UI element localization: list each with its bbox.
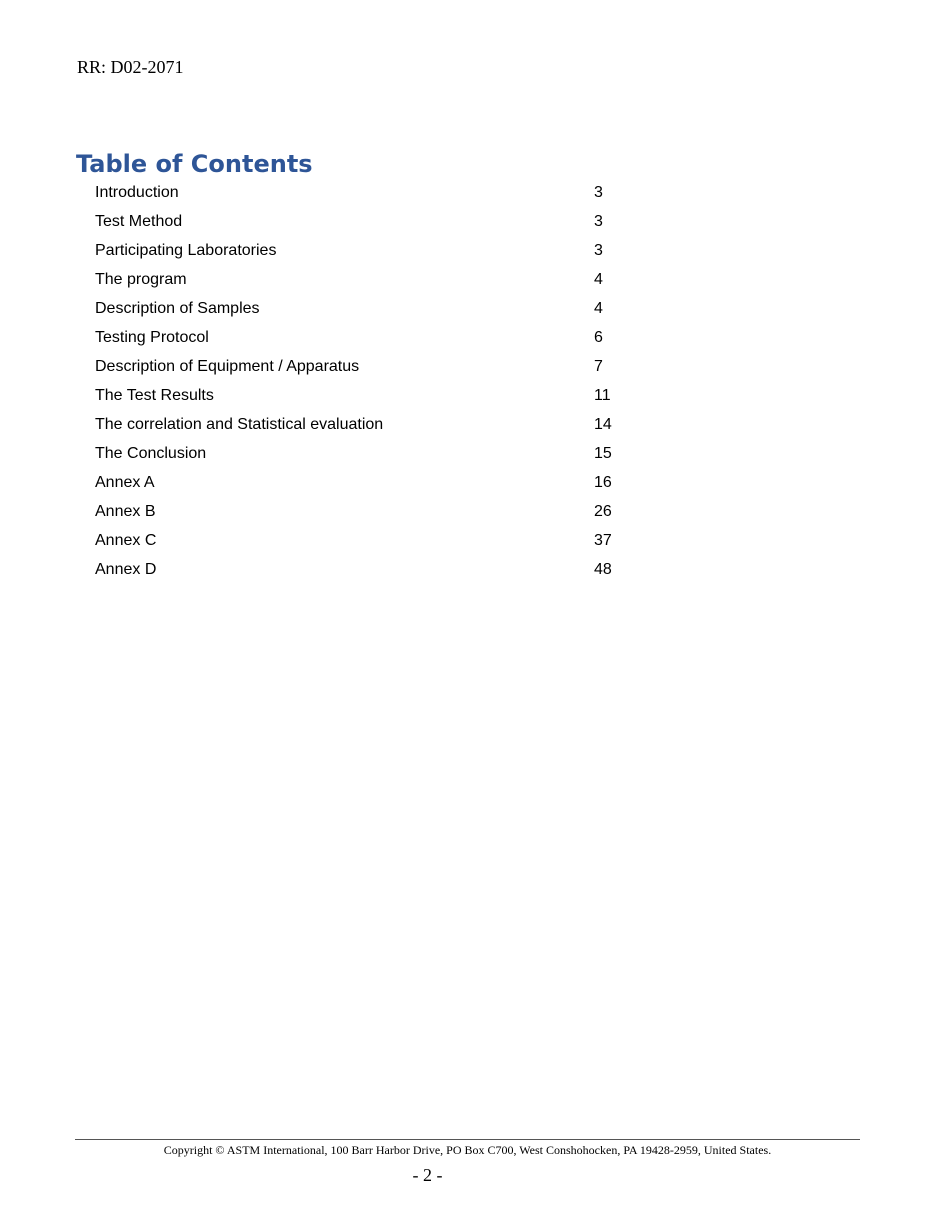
toc-entry-title: Testing Protocol bbox=[95, 329, 209, 346]
toc-entry-page: 11 bbox=[594, 387, 611, 404]
toc-entry-conclusion[interactable] bbox=[95, 439, 655, 468]
toc-entry-title: The Conclusion bbox=[95, 445, 207, 462]
toc-entry-correlation-statistical-evaluation[interactable] bbox=[95, 410, 655, 439]
toc-entry-description-of-samples[interactable] bbox=[95, 294, 655, 323]
toc-entry-page: 3 bbox=[594, 213, 603, 230]
toc-entry-title: The correlation and Statistical evaluation bbox=[95, 416, 384, 433]
toc-entry-title: Annex B bbox=[95, 503, 156, 520]
toc-title: Table of Contents bbox=[76, 150, 313, 178]
toc-entry-the-program[interactable] bbox=[95, 265, 655, 294]
toc-entry-title: Annex A bbox=[95, 474, 155, 491]
toc-entry-title: The Test Results bbox=[95, 387, 214, 404]
toc-entry-annex-d[interactable] bbox=[95, 555, 655, 584]
toc-entry-annex-c[interactable] bbox=[95, 526, 655, 555]
toc-entry-title: Test Method bbox=[95, 213, 183, 230]
toc-entry-page: 37 bbox=[594, 532, 612, 549]
toc-entry-description-of-equipment[interactable] bbox=[95, 352, 655, 381]
toc-entry-annex-a[interactable] bbox=[95, 468, 655, 497]
toc-entry-title: Description of Samples bbox=[95, 300, 260, 317]
toc-entry-page: 15 bbox=[594, 445, 612, 462]
toc-entry-page: 14 bbox=[594, 416, 612, 433]
toc-entry-page: 48 bbox=[594, 561, 612, 578]
toc-list bbox=[95, 178, 655, 584]
toc-entry-page: 26 bbox=[594, 503, 612, 520]
toc-entry-page: 4 bbox=[594, 300, 603, 317]
toc-entry-introduction[interactable] bbox=[95, 178, 655, 207]
footer-page-number: - 2 - bbox=[412, 1165, 443, 1185]
footer-copyright: Copyright © ASTM International, 100 Barr Harbor Drive, PO Box C700, West Conshohocken, PA 19428-2959, United States. bbox=[163, 1143, 772, 1157]
toc-entry-title: Description of Equipment / Apparatus bbox=[95, 358, 360, 375]
toc-entry-title: Annex D bbox=[95, 561, 157, 578]
toc-entry-testing-protocol[interactable] bbox=[95, 323, 655, 352]
toc-entry-title: Annex C bbox=[95, 532, 157, 549]
toc-entry-participating-laboratories[interactable] bbox=[95, 236, 655, 265]
toc-entry-test-results[interactable] bbox=[95, 381, 655, 410]
toc-entry-title: Participating Laboratories bbox=[95, 242, 277, 259]
toc-entry-title: Introduction bbox=[95, 184, 179, 201]
toc-entry-page: 16 bbox=[594, 474, 612, 491]
toc-entry-annex-b[interactable] bbox=[95, 497, 655, 526]
toc-entry-page: 3 bbox=[594, 184, 603, 201]
toc-entry-page: 7 bbox=[594, 358, 603, 375]
toc-entry-page: 4 bbox=[594, 271, 603, 288]
toc-entry-page: 6 bbox=[594, 329, 603, 346]
toc-entry-test-method[interactable] bbox=[95, 207, 655, 236]
toc-entry-page: 3 bbox=[594, 242, 603, 259]
footer-divider bbox=[75, 1139, 860, 1140]
toc-entry-title: The program bbox=[95, 271, 187, 288]
report-reference: RR: D02-2071 bbox=[77, 57, 184, 77]
